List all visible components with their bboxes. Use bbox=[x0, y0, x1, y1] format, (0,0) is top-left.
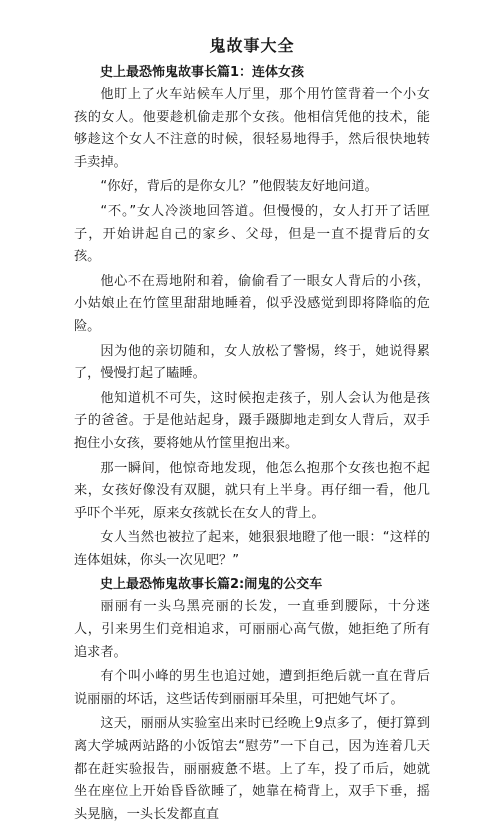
story-section-1 bbox=[74, 62, 430, 572]
paragraph: 有个叫小峰的男生也追过她，遭到拒绝后就一直在背后说丽丽的坏话，这些话传到丽丽耳朵里，可把她气坏了。 bbox=[74, 669, 430, 707]
paragraph: “不。”女人冷淡地回答道。但慢慢的，女人打开了话匣子，开始讲起自己的家乡、父母，但是一直不提背后的女孩。 bbox=[74, 203, 430, 265]
paragraph: 他知道机不可失，这时候抱走孩子，别人会认为他是孩子的爸爸。于是他站起身，蹑手蹑脚地走到女人背后，双手抱住小女孩，要将她从竹筐里抱出来。 bbox=[74, 390, 430, 451]
document-title: 鬼故事大全 bbox=[209, 36, 295, 55]
section-heading: 史上最恐怖鬼故事长篇1：连体女孩 bbox=[100, 65, 305, 80]
section-heading: 史上最恐怖鬼故事长篇2:闹鬼的公交车 bbox=[100, 577, 323, 593]
paragraph: 他心不在焉地附和着，偷偷看了一眼女人背后的小孩，小姑娘止在竹筐里甜甜地睡着，似乎没感觉到即将降临的危险。 bbox=[74, 273, 430, 334]
paragraph: 丽丽有一头乌黑亮丽的长发，一直垂到腰际，十分迷人，引来男生们竞相追求，可丽丽心高气傲，她拒绝了所有追求者。 bbox=[74, 599, 430, 660]
paragraph: 他盯上了火车站候车人厅里，那个用竹筐背着一个小女孩的女人。他要趁机偷走那个女孩。他相信凭他的技术，能够趁这个女人不注意的时候，很轻易地得手，然后很快地转手卖掉。 bbox=[74, 87, 430, 170]
story-section-2 bbox=[74, 574, 430, 826]
paragraph: 那一瞬间，他惊奇地发现，他怎么抱那个女孩也抱不起来，女孩好像没有双腿，就只有上半身。再仔细一看，他几乎吓个半死，原来女孩就长在女人的背上。 bbox=[74, 460, 430, 521]
paragraph: 女人当然也被拉了起来，她狠狠地瞪了他一眼：“这样的连体姐妹，你头一次见吧？” bbox=[74, 530, 430, 568]
paragraph: 因为他的亲切随和，女人放松了警惕，终于，她说得累了，慢慢打起了瞌睡。 bbox=[74, 343, 430, 382]
paragraph: “你好，背后的是你女儿？”他假装友好地问道。 bbox=[100, 179, 378, 195]
paragraph: 这天，丽丽从实验室出来时已经晚上9点多了，便打算到离大学城两站路的小饭馆去“慰劳”一下自己，因为连着几天都在赶实验报告，丽丽疲惫不堪。上了车，投了币后，她就坐在座位上开始昏昏欲睡了，她靠在椅背上，双手下垂，摇头晃脑，一头长发都直直 bbox=[74, 716, 430, 822]
